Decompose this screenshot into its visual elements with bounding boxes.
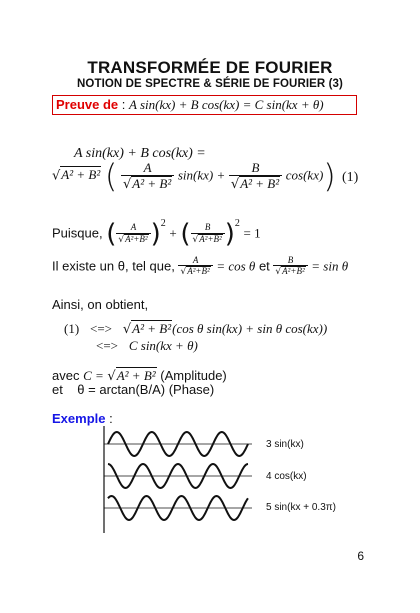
puisque-frac-b: $\frac{B}{\text{√A²+B²}}$ [191,223,225,245]
proof-label: Preuve de [56,97,119,112]
equation1-sin-term: sin(kx) + [177,167,226,183]
theta-frac-a: $\frac{A}{\text{√A²+B²}}$ [178,256,212,278]
page-number: 6 [357,549,364,563]
theta-prefix: Il existe un θ, tel que, [52,258,175,274]
theta-line: Il existe un θ, tel que, $\frac{A}{\text{√A²+B²}}$ = cos θ et $\frac{B}{\text{√A²+B²}}$ = sin θ [52,255,349,278]
waves-figure [0,420,420,535]
equation1-line1: A sin(kx) + B cos(kx) = [74,146,206,161]
ainsi-label: Ainsi, on obtient, [52,297,149,312]
wave-label-1: 3 sin(kx) [266,439,304,450]
puisque-result: = 1 [243,225,261,241]
page-title: TRANSFORMÉE DE FOURIER [87,58,333,77]
theta-frac-b: $\frac{B}{\text{√A²+B²}}$ [273,256,307,278]
puisque-frac-a: $\frac{A}{\text{√A²+B²}}$ [116,223,150,245]
equation1-line2: √A² + B² ( $\frac{A}{\text{√A² + B²}}$ sin(kx) + $\frac{B}{\text{√A² + B²}}$ cos(kx)) [52,157,336,195]
puisque-label: Puisque, [52,225,103,241]
equation1-sqrt: A² + B² [61,167,101,183]
equation-number: (1) [342,170,359,185]
wave-label-2: 4 cos(kx) [266,471,307,482]
proof-statement [56,97,324,113]
ainsi-step1: (1) <=> √A² + B²(cos θ sin(kx) + sin θ cos(kx)) [64,321,328,337]
equation1-frac-a: $\frac{A}{\text{√A² + B²}}$ [121,161,174,191]
definition-phase: et θ = arctan(B/A) (Phase) [52,382,215,397]
page-subtitle: NOTION DE SPECTRE & SÉRIE DE FOURIER (3) [77,78,343,90]
definition-amplitude: avec C = √A² + B² (Amplitude) [52,368,227,384]
equation1-cos-term: cos(kx) [285,167,324,183]
exemple-heading: Exemple : [52,411,113,426]
wave-label-3: 5 sin(kx + 0.3π) [266,502,336,513]
equation1-frac-b: $\frac{B}{\text{√A² + B²}}$ [229,161,282,191]
proof-colon: : [121,97,126,112]
equivalence-arrow: <=> [96,338,118,353]
ainsi-step2: <=> C sin(kx + θ) [96,338,198,353]
proof-formula: A sin(kx) + B cos(kx) = C sin(kx + θ) [129,97,324,112]
equivalence-arrow: <=> [90,321,113,336]
puisque-line: Puisque, ( $\frac{A}{\text{√A²+B²}}$ )$^2$ + ( $\frac{B}{\text{√A²+B²}}$ )$^2$ = 1 [52,218,261,249]
